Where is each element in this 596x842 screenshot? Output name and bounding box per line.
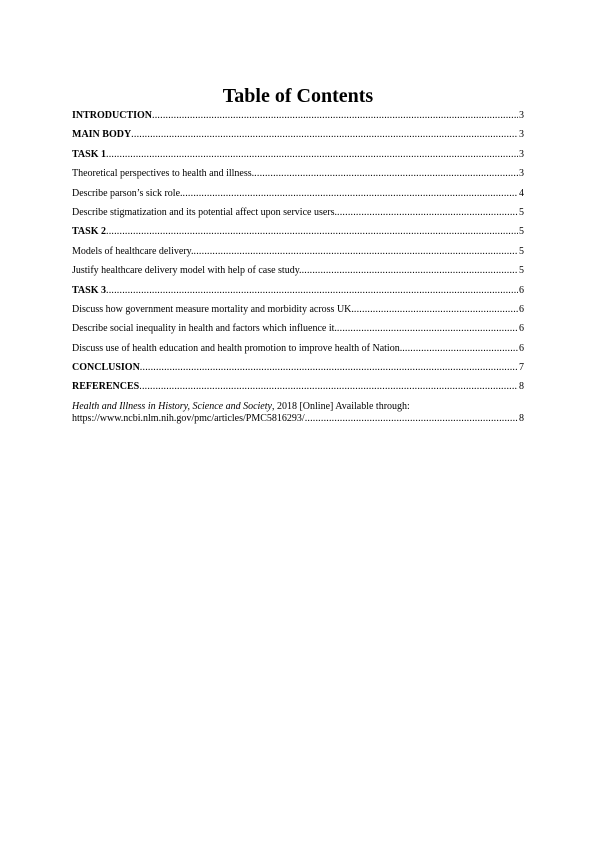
toc-entry-page: 3 <box>519 110 524 121</box>
toc-entry-page: 3 <box>519 168 524 180</box>
toc-entry-stigmatization[interactable] <box>72 207 524 219</box>
toc-entry-label: TASK 3 <box>72 284 106 296</box>
toc-leader-dots <box>183 188 518 200</box>
toc-entry-label: Describe social inequality in health and factors which influence it. <box>72 323 337 335</box>
reference-url: https://www.ncbi.nlm.nih.gov/pmc/articles/PMC5816293/ <box>72 413 305 425</box>
toc-entry-task-2[interactable] <box>72 226 524 238</box>
toc-entry-social-inequality[interactable] <box>72 323 524 335</box>
toc-entry-label: TASK 2 <box>72 226 106 238</box>
toc-entry-page: 6 <box>519 342 524 354</box>
toc-leader-dots <box>106 149 518 161</box>
toc-entry-healthcare-models[interactable] <box>72 246 524 258</box>
toc-entry-main-body[interactable] <box>72 129 524 141</box>
reference-line-1 <box>72 401 524 414</box>
toc-leader-dots <box>337 323 518 335</box>
toc-entry-page: 3 <box>519 148 524 160</box>
toc-entry-page: 7 <box>519 362 524 374</box>
toc-entry-label: MAIN BODY <box>72 129 132 141</box>
reference-title: Health and Illness in History, Science and Society <box>72 400 272 412</box>
toc-entry-page: 5 <box>519 226 524 238</box>
toc-entry-label: REFERENCES <box>72 381 140 393</box>
toc-entry-label: Theoretical perspectives to health and illness. <box>72 168 255 180</box>
toc-leader-dots <box>152 110 518 122</box>
toc-entry-page: 5 <box>519 265 524 277</box>
toc-entry-mortality-morbidity[interactable] <box>72 304 524 316</box>
toc-entry-label: Justify healthcare delivery model with help of case study. <box>72 265 302 277</box>
toc-leader-dots <box>354 304 518 316</box>
toc-entry-conclusion[interactable] <box>72 362 524 374</box>
toc-leader-dots <box>131 129 518 141</box>
toc-entry-sick-role[interactable] <box>72 188 524 200</box>
toc-entry-page: 6 <box>519 284 524 296</box>
toc-entry-page: 5 <box>519 206 524 218</box>
toc-list <box>72 110 524 433</box>
toc-leader-dots <box>194 246 518 258</box>
toc-entry-page: 6 <box>519 303 524 315</box>
toc-entry-theoretical-perspectives[interactable] <box>72 168 524 180</box>
toc-entry-label: Discuss use of health education and health promotion to improve health of Nation. <box>72 342 403 354</box>
toc-entry-label: CONCLUSION <box>72 362 140 374</box>
toc-entry-reference-item[interactable] <box>72 401 524 426</box>
toc-leader-dots <box>106 285 518 297</box>
toc-leader-dots <box>302 265 518 277</box>
reference-line-2 <box>72 413 524 426</box>
toc-entry-label: Discuss how government measure mortality and morbidity across UK. <box>72 303 354 315</box>
toc-entry-label: Describe parson’s sick role. <box>72 187 183 199</box>
toc-entry-page: 8 <box>519 381 524 393</box>
toc-leader-dots <box>337 207 518 219</box>
toc-entry-health-education[interactable] <box>72 343 524 355</box>
toc-entry-justify-model[interactable] <box>72 265 524 277</box>
toc-leader-dots <box>305 413 518 426</box>
toc-leader-dots <box>402 343 518 355</box>
reference-source: , 2018 [Online] Available through: <box>271 400 410 412</box>
toc-entry-label: Models of healthcare delivery. <box>72 245 194 257</box>
page-title: Table of Contents <box>222 85 374 107</box>
toc-entry-references[interactable] <box>72 381 524 393</box>
toc-entry-page: 8 <box>519 413 524 425</box>
toc-entry-label: TASK 1 <box>72 148 106 160</box>
toc-entry-label: Describe stigmatization and its potential affect upon service users. <box>72 206 338 218</box>
toc-entry-page: 4 <box>519 187 524 199</box>
toc-entry-page: 6 <box>519 323 524 335</box>
toc-entry-page: 5 <box>519 245 524 257</box>
toc-entry-introduction[interactable] <box>72 110 524 122</box>
toc-leader-dots <box>106 226 518 238</box>
toc-leader-dots <box>254 168 518 180</box>
toc-entry-label: INTRODUCTION <box>72 110 153 121</box>
toc-entry-task-3[interactable] <box>72 285 524 297</box>
toc-entry-page: 3 <box>519 129 524 141</box>
toc-entry-task-1[interactable] <box>72 149 524 161</box>
toc-leader-dots <box>140 362 518 374</box>
toc-leader-dots <box>139 381 518 393</box>
